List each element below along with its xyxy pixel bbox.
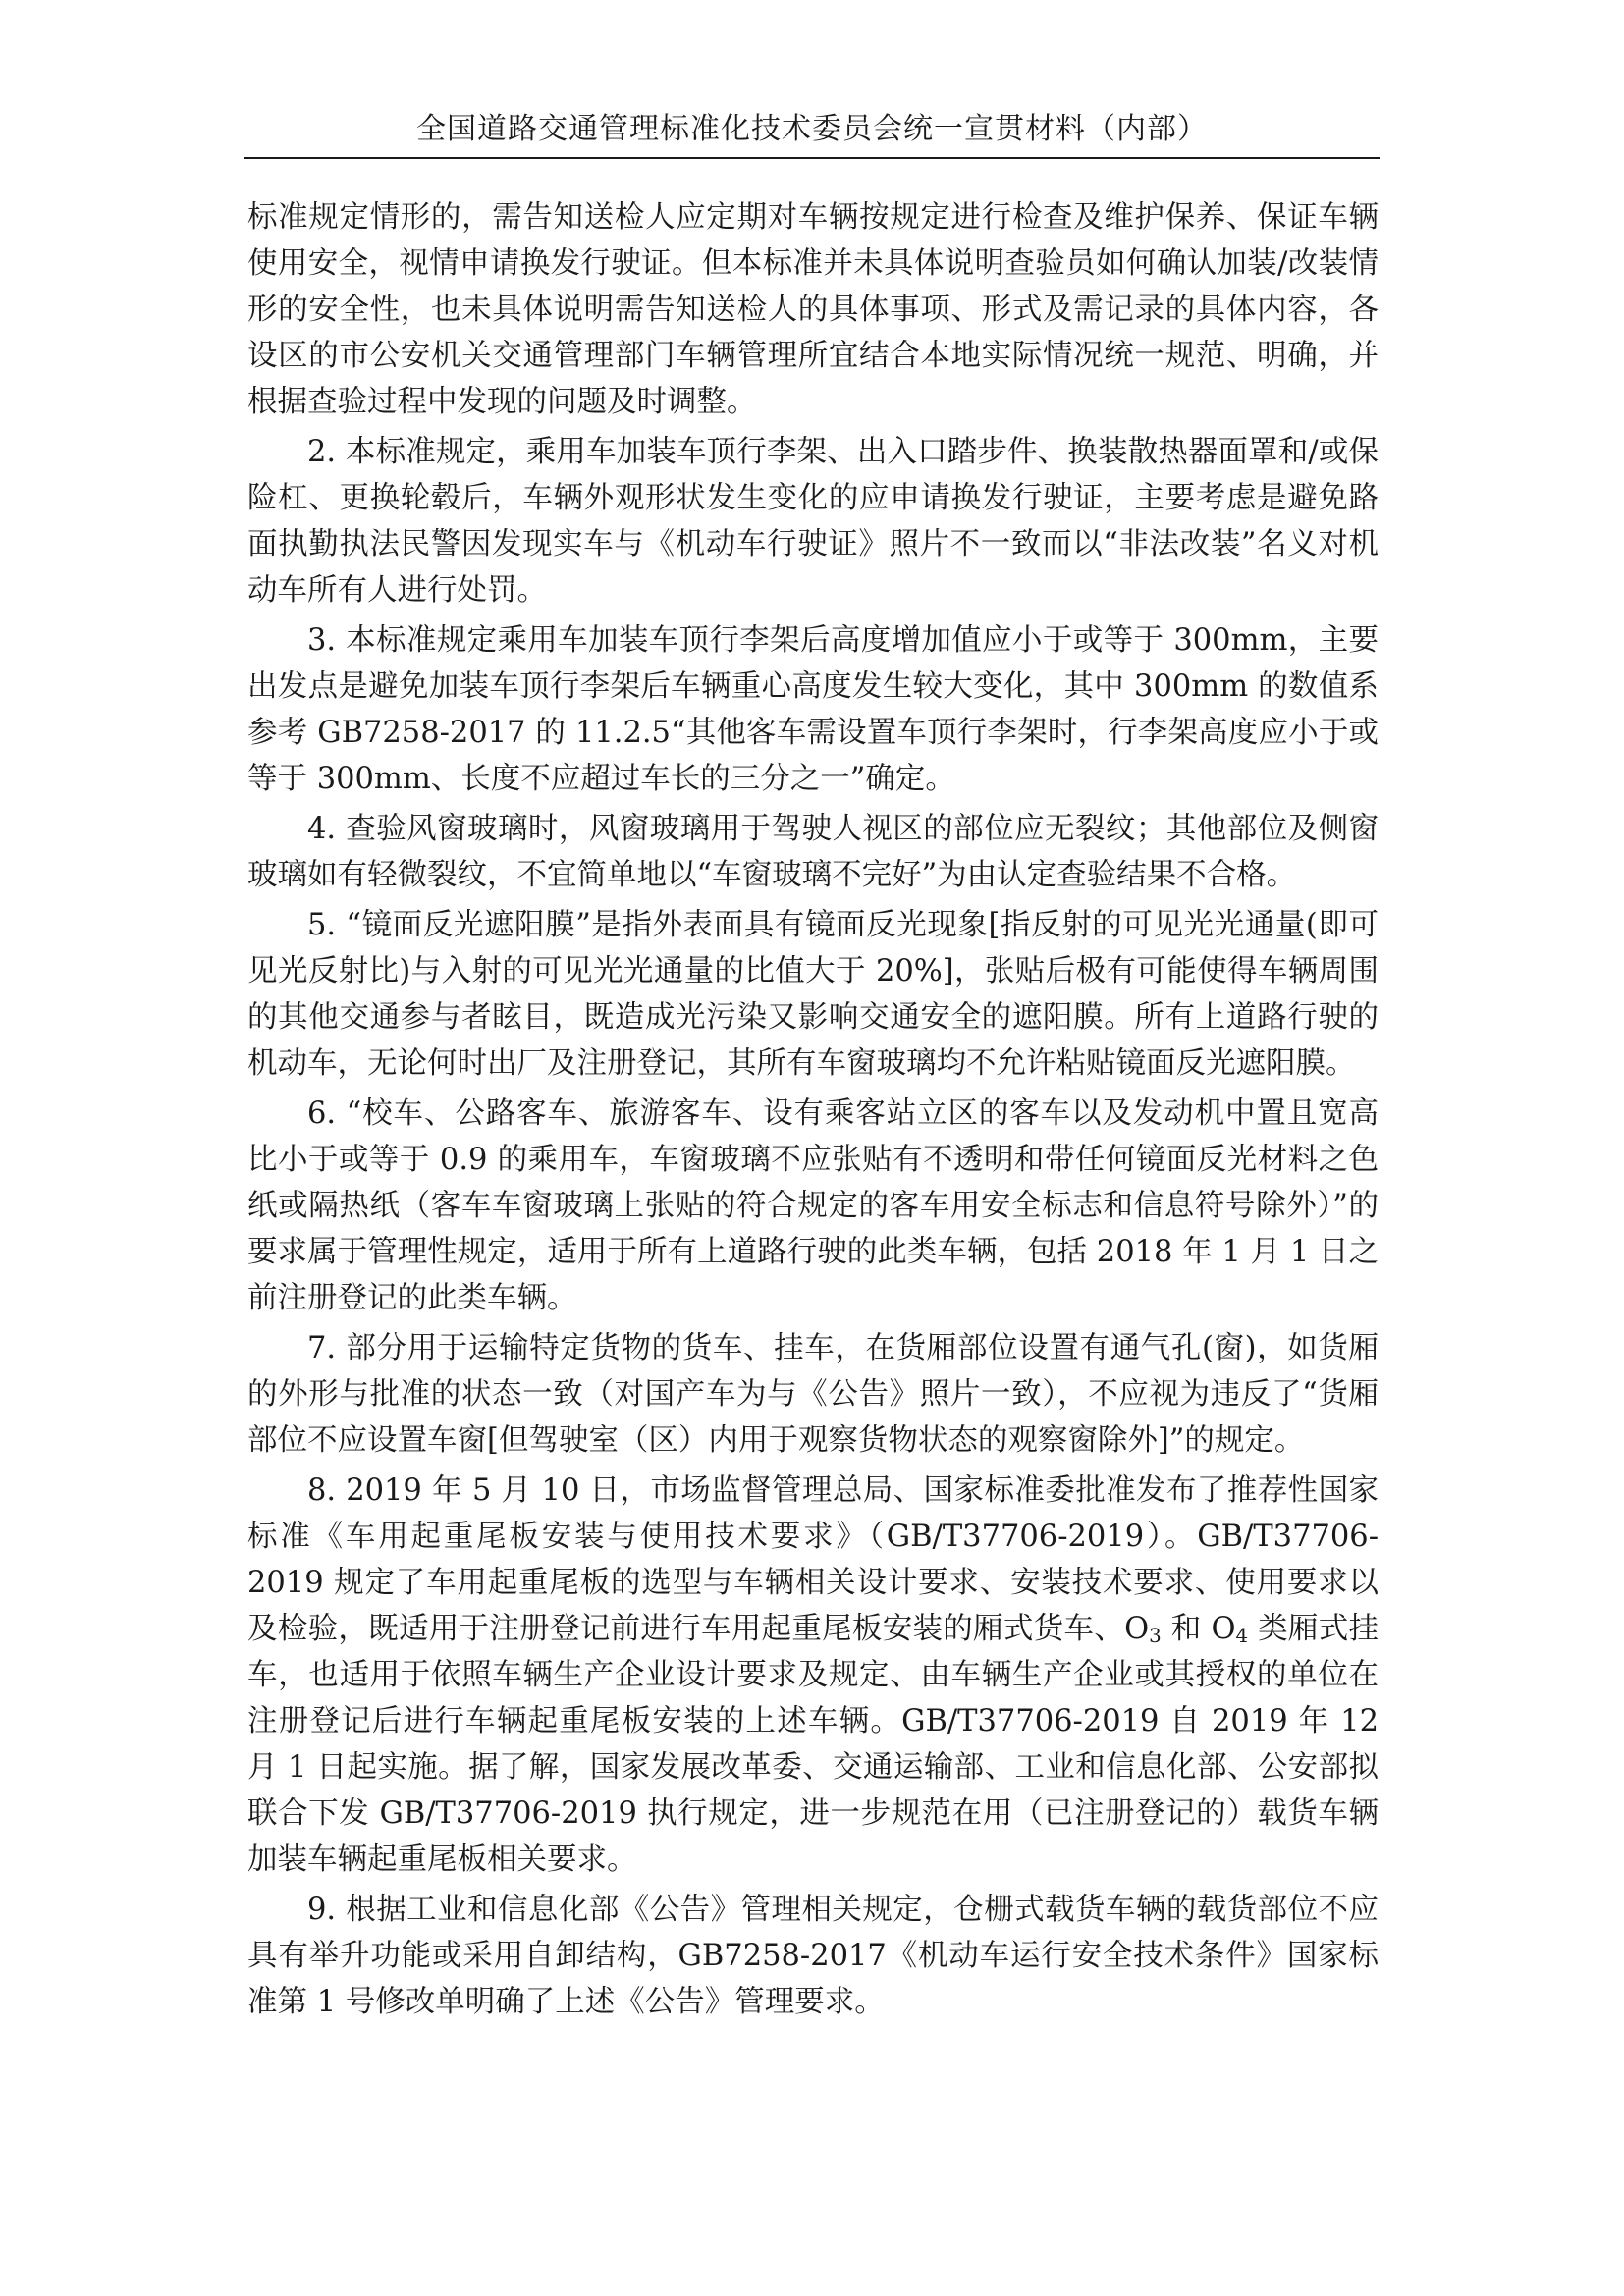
subscript-o4: 4 — [1235, 1624, 1249, 1647]
paragraph-item-7: 7. 部分用于运输特定货物的货车、挂车，在货厢部位设置有通气孔(窗)，如货厢的外形与批准的状态一致（对国产车为与《公告》照片一致），不应视为违反了“货厢部位不应设置车窗[但驾驶室（区）内用于观察货物状态的观察窗除外]”的规定。 — [247, 1331, 1379, 1458]
paragraph-continuation: 标准规定情形的，需告知送检人应定期对车辆按规定进行检查及维护保养、保证车辆使用安全，视情申请换发行驶证。但本标准并未具体说明查验员如何确认加装/改装情形的安全性，也未具体说明需告知送检人的具体事项、形式及需记录的具体内容，各设区的市公安机关交通管理部门车辆管理所宜结合本地实际情况统一规范、明确，并根据查验过程中发现的问题及时调整。 — [247, 200, 1379, 419]
paragraph-item-5: 5. “镜面反光遮阳膜”是指外表面具有镜面反光现象[指反射的可见光光通量(即可见光反射比)与入射的可见光光通量的比值大于 20%]，张贴后极有可能使得车辆周围的其他交通参与者眩目，既造成光污染又影响交通安全的遮阳膜。所有上道路行驶的机动车，无论何时出厂及注册登记，其所有车窗玻璃均不允许粘贴镜面反光遮阳膜。 — [247, 908, 1379, 1081]
paragraph-item-2: 2. 本标准规定，乘用车加装车顶行李架、出入口踏步件、换装散热器面罩和/或保险杠、更换轮毂后，车辆外观形状发生变化的应申请换发行驶证，主要考虑是避免路面执勤执法民警因发现实车与《机动车行驶证》照片不一致而以“非法改装”名义对机动车所有人进行处罚。 — [247, 435, 1379, 608]
document-body — [247, 194, 1379, 2029]
header-divider — [244, 157, 1380, 159]
paragraph-item-6: 6. “校车、公路客车、旅游客车、设有乘客站立区的客车以及发动机中置且宽高比小于或等于 0.9 的乘用车，车窗玻璃不应张贴有不透明和带任何镜面反光材料之色纸或隔热纸（客车车窗玻璃上张贴的符合规定的客车用安全标志和信息符号除外）”的要求属于管理性规定，适用于所有上道路行驶的此类车辆，包括 2018 年 1 月 1 日之前注册登记的此类车辆。 — [247, 1096, 1379, 1315]
paragraph-item-4: 4. 查验风窗玻璃时，风窗玻璃用于驾驶人视区的部位应无裂纹；其他部位及侧窗玻璃如有轻微裂纹，不宜简单地以“车窗玻璃不完好”为由认定查验结果不合格。 — [247, 812, 1379, 892]
paragraph-item-3: 3. 本标准规定乘用车加装车顶行李架后高度增加值应小于或等于 300mm，主要出发点是避免加装车顶行李架后车辆重心高度发生较大变化，其中 300mm 的数值系参考 GB7258-2017 的 11.2.5“其他客车需设置车顶行李架时，行李架高度应小于或等于 300mm、长度不应超过车长的三分之一”确定。 — [247, 623, 1379, 796]
paragraph-item-8 — [247, 1468, 1379, 1883]
paragraph-item-8-part-a: 8. 2019 年 5 月 10 日，市场监督管理总局、国家标准委批准发布了推荐性国家标准《车用起重尾板安装与使用技术要求》（GB/T37706-2019）。GB/T37706-2019 规定了车用起重尾板的选型与车辆相关设计要求、安装技术要求、使用要求以及检验，既适用于注册登记前进行车用起重尾板安装的厢式货车、O — [247, 1473, 1379, 1646]
paragraph-item-8-part-c: 类厢式挂车，也适用于依照车辆生产企业设计要求及规定、由车辆生产企业或其授权的单位在注册登记后进行车辆起重尾板安装的上述车辆。GB/T37706-2019 自 2019 年 12 月 1 日起实施。据了解，国家发展改革委、交通运输部、工业和信息化部、公安部拟联合下发 GB/T37706-2019 执行规定，进一步规范在用（已注册登记的）载货车辆加装车辆起重尾板相关要求。 — [247, 1612, 1379, 1877]
paragraph-item-8-part-b: 和 O — [1161, 1612, 1236, 1646]
paragraph-item-9: 9. 根据工业和信息化部《公告》管理相关规定，仓栅式载货车辆的载货部位不应具有举升功能或采用自卸结构，GB7258-2017《机动车运行安全技术条件》国家标准第 1 号修改单明确了上述《公告》管理要求。 — [247, 1893, 1379, 2019]
subscript-o3: 3 — [1149, 1624, 1162, 1647]
page-header-title: 全国道路交通管理标准化技术委员会统一宣贯材料（内部） — [416, 112, 1208, 146]
